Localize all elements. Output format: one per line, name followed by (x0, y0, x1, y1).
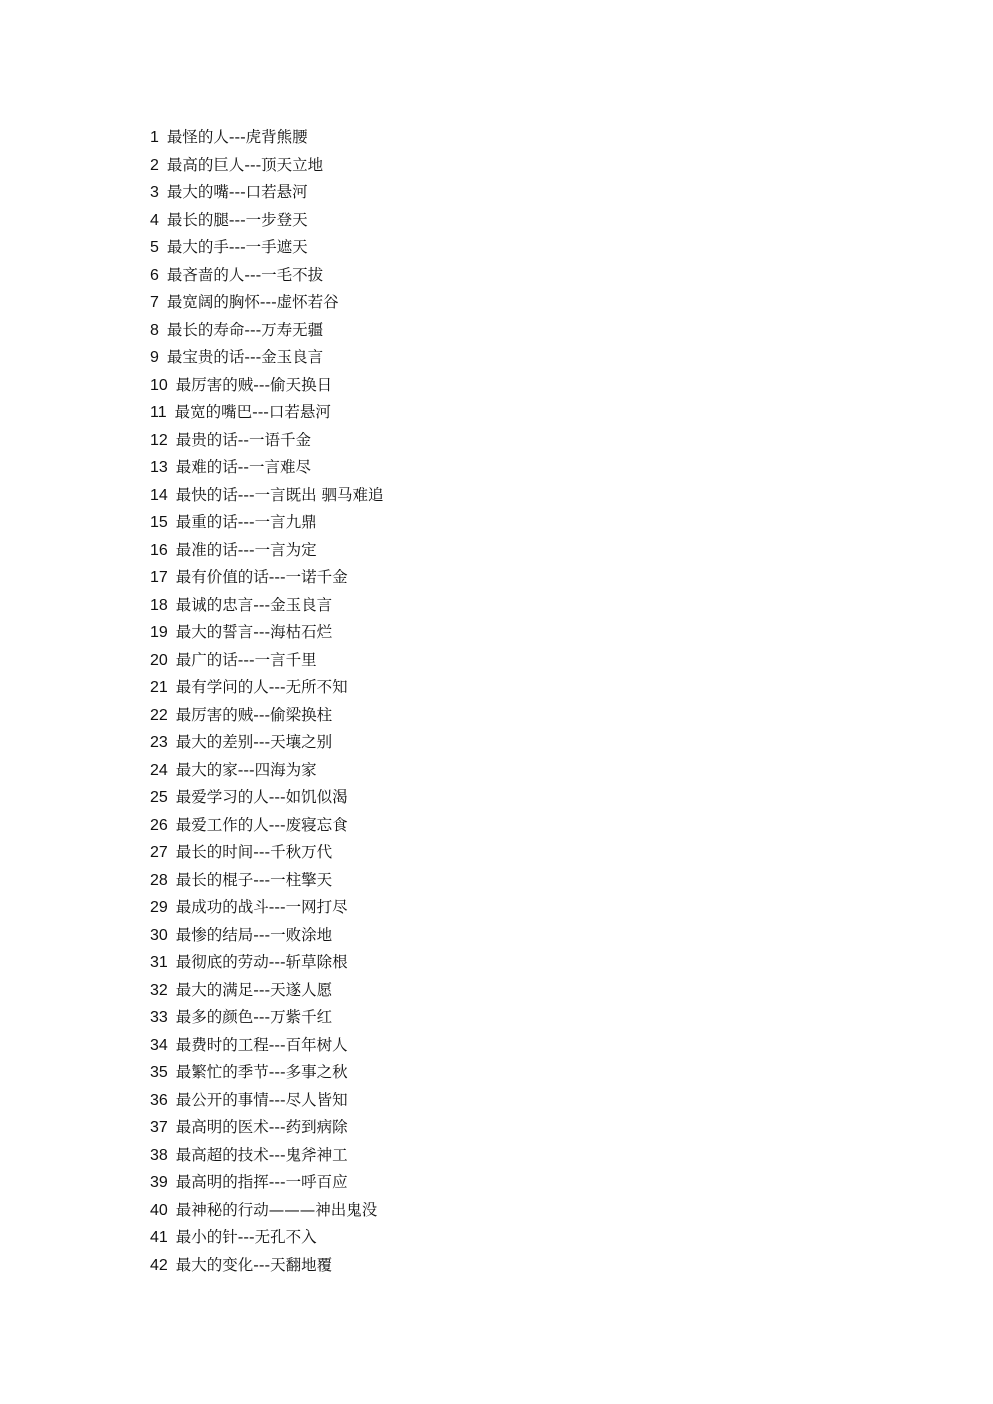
list-item (150, 729, 384, 757)
entry-text: 最高明的指挥---一呼百应 (175, 1173, 348, 1191)
list-item (150, 922, 384, 950)
list-item (150, 1059, 384, 1087)
entry-number: 34 (150, 1036, 168, 1054)
entry-text: 最诚的忠言---金玉良言 (175, 595, 333, 614)
entry-text: 最惨的结局---一败涂地 (175, 925, 333, 944)
entry-text: 最神秘的行动———神出鬼没 (175, 1200, 378, 1219)
list-item (150, 289, 384, 317)
entry-number: 13 (150, 459, 168, 476)
entry-number: 1 (150, 129, 159, 146)
entry-number: 18 (150, 596, 168, 614)
entry-text: 最高明的医术---药到病除 (175, 1118, 348, 1136)
list-item (150, 949, 384, 977)
list-item (150, 234, 384, 262)
entry-number: 42 (150, 1256, 168, 1274)
list-item (150, 1169, 384, 1197)
entry-text: 最吝啬的人---一毛不拔 (166, 265, 324, 284)
entry-text: 最公开的事情---尽人皆知 (175, 1090, 348, 1109)
entry-number: 14 (150, 486, 168, 504)
entry-text: 最怪的人---虎背熊腰 (166, 128, 308, 146)
list-item (150, 1114, 384, 1142)
entry-text: 最广的话---一言千里 (175, 650, 317, 669)
list-item (150, 619, 384, 647)
entry-text: 最大的家---四海为家 (175, 760, 317, 779)
entry-text: 最高超的技术---鬼斧神工 (175, 1145, 348, 1164)
entry-number: 12 (150, 431, 168, 449)
entry-text: 最爱学习的人---如饥似渴 (175, 788, 348, 806)
entry-text: 最成功的战斗---一网打尽 (175, 898, 348, 916)
entry-text: 最大的满足---天遂人愿 (175, 980, 333, 999)
entry-text: 最高的巨人---顶天立地 (166, 155, 324, 174)
entry-text: 最长的时间---千秋万代 (175, 843, 333, 861)
list-item (150, 509, 384, 537)
list-item (150, 592, 384, 620)
entry-number: 27 (150, 844, 168, 861)
entry-number: 26 (150, 816, 168, 834)
entry-number: 37 (150, 1119, 168, 1136)
list-item (150, 564, 384, 592)
entry-number: 5 (150, 239, 159, 256)
list-item (150, 427, 384, 455)
entry-number: 33 (150, 1009, 168, 1026)
entry-text: 最大的变化---天翻地覆 (175, 1255, 333, 1274)
list-item (150, 1252, 384, 1280)
entry-number: 15 (150, 514, 168, 531)
entry-text: 最长的腿---一步登天 (166, 210, 308, 229)
entry-number: 21 (150, 679, 168, 696)
entry-text: 最大的嘴---口若悬河 (166, 183, 308, 201)
entry-number: 41 (150, 1229, 168, 1246)
entry-number: 23 (150, 734, 168, 751)
entry-number: 29 (150, 899, 168, 916)
entry-number: 9 (150, 349, 159, 366)
list-item (150, 757, 384, 785)
entry-text: 最快的话---一言既出 驷马难追 (175, 485, 384, 504)
entry-text: 最彻底的劳动---斩草除根 (175, 953, 348, 971)
entry-text: 最宝贵的话---金玉良言 (166, 348, 324, 366)
entry-number: 25 (150, 789, 168, 806)
list-item (150, 1032, 384, 1060)
entry-number: 39 (150, 1174, 168, 1191)
list-item (150, 262, 384, 290)
entry-number: 6 (150, 266, 159, 284)
list-item (150, 1197, 384, 1225)
list-item (150, 1142, 384, 1170)
entry-number: 3 (150, 184, 159, 201)
entry-text: 最厉害的贼---偷天换日 (175, 375, 333, 394)
list-item (150, 1087, 384, 1115)
entry-text: 最难的话--一言难尽 (175, 458, 311, 476)
entry-text: 最重的话---一言九鼎 (175, 513, 317, 531)
entry-number: 20 (150, 651, 168, 669)
entry-text: 最多的颜色---万紫千红 (175, 1008, 333, 1026)
list-item (150, 867, 384, 895)
entry-text: 最有学问的人---无所不知 (175, 678, 348, 696)
list-item (150, 647, 384, 675)
entry-text: 最有价值的话---一诺千金 (175, 568, 348, 586)
entry-text: 最宽的嘴巴---口若悬河 (174, 403, 331, 421)
entry-number: 22 (150, 706, 168, 724)
entry-number: 32 (150, 981, 168, 999)
list-item (150, 317, 384, 345)
list-item (150, 537, 384, 565)
list-item (150, 207, 384, 235)
entry-number: 28 (150, 871, 168, 889)
list-item (150, 152, 384, 180)
list-item (150, 454, 384, 482)
entry-number: 30 (150, 926, 168, 944)
list-item (150, 839, 384, 867)
list-item (150, 784, 384, 812)
list-item (150, 124, 384, 152)
entry-number: 17 (150, 569, 168, 586)
entry-text: 最准的话---一言为定 (175, 540, 317, 559)
entry-text: 最厉害的贼---偷梁换柱 (175, 705, 333, 724)
entry-number: 2 (150, 156, 159, 174)
entry-number: 8 (150, 321, 159, 339)
list-item (150, 372, 384, 400)
entry-number: 16 (150, 541, 168, 559)
entry-number: 35 (150, 1064, 168, 1081)
entry-number: 4 (150, 211, 159, 229)
list-item (150, 812, 384, 840)
list-item (150, 1004, 384, 1032)
entry-text: 最爱工作的人---废寝忘食 (175, 815, 348, 834)
entry-text: 最费时的工程---百年树人 (175, 1035, 348, 1054)
entry-number: 7 (150, 294, 159, 311)
entry-number: 24 (150, 761, 168, 779)
list-item (150, 894, 384, 922)
entry-text: 最贵的话--一语千金 (175, 430, 311, 449)
entry-text: 最长的棍子---一柱擎天 (175, 870, 333, 889)
list-item (150, 344, 384, 372)
entry-text: 最小的针---无孔不入 (175, 1228, 317, 1246)
entry-number: 11 (150, 404, 167, 421)
entry-number: 31 (150, 954, 168, 971)
entry-number: 40 (150, 1201, 168, 1219)
entry-text: 最大的誓言---海枯石烂 (175, 623, 333, 641)
list-item (150, 674, 384, 702)
list-item (150, 1224, 384, 1252)
list-item (150, 977, 384, 1005)
entry-number: 19 (150, 624, 168, 641)
list-item (150, 399, 384, 427)
entry-number: 36 (150, 1091, 168, 1109)
entry-text: 最宽阔的胸怀---虚怀若谷 (166, 293, 339, 311)
entry-text: 最大的手---一手遮天 (166, 238, 308, 256)
entry-number: 38 (150, 1146, 168, 1164)
entry-text: 最长的寿命---万寿无疆 (166, 320, 324, 339)
list-item (150, 482, 384, 510)
entry-number: 10 (150, 376, 168, 394)
list-item (150, 179, 384, 207)
entry-text: 最繁忙的季节---多事之秋 (175, 1063, 348, 1081)
entry-text: 最大的差别---天壤之别 (175, 733, 333, 751)
list-item (150, 702, 384, 730)
idiom-list (150, 124, 384, 1279)
